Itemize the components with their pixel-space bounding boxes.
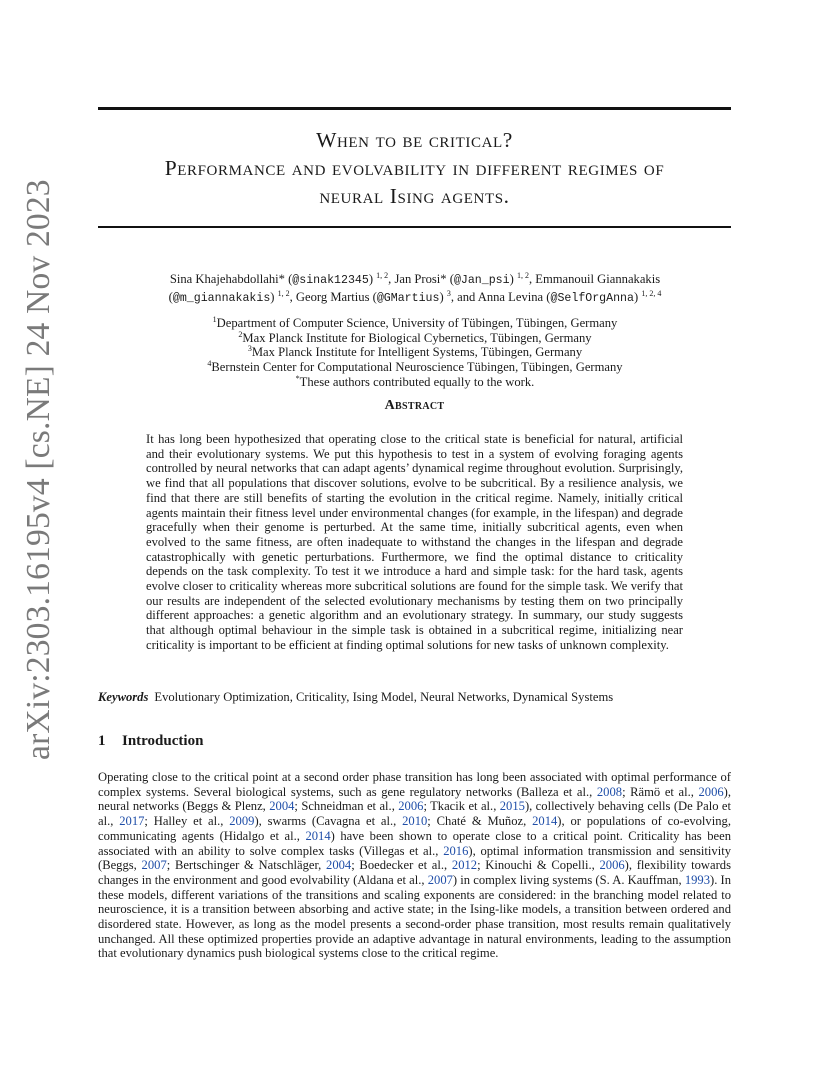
title-line-2: Performance and evolvability in different regimes of	[164, 156, 665, 180]
superscript: 3	[247, 344, 252, 354]
superscript: 1	[212, 314, 217, 324]
title-bottom-rule	[98, 226, 731, 228]
abstract-heading: Abstract	[384, 398, 445, 413]
citation-link[interactable]: 2004	[326, 858, 352, 873]
handle: @SelfOrgAnna	[550, 292, 634, 305]
paper-title	[98, 126, 731, 210]
citation-link[interactable]: 2007	[141, 858, 167, 873]
superscript: 2	[238, 329, 243, 339]
equal-contribution-note: *These authors contributed equally to the work.	[295, 373, 535, 389]
affiliation-list	[110, 316, 720, 390]
keywords-label: Keywords	[98, 690, 149, 704]
handle: @sinak12345	[292, 274, 369, 287]
affiliation-1: $^1$Department of Computer Science, University of Tübingen, Tübingen, Germany	[212, 314, 618, 330]
title-top-rule	[98, 107, 731, 110]
affiliation-4: $^4$Bernstein Center for Computational Neuroscience Tübingen, Tübingen, Germany	[207, 358, 623, 375]
keywords	[98, 690, 738, 705]
citation-link[interactable]: 2004	[269, 799, 295, 814]
citation-link[interactable]: 2007	[427, 872, 453, 887]
abstract-body	[146, 432, 683, 653]
citation-link[interactable]: 2010	[402, 814, 428, 829]
superscript: *	[295, 373, 300, 383]
keywords-text: Evolutionary Optimization, Criticality, Ising Model, Neural Networks, Dynamical Systems	[154, 690, 614, 704]
citation-link[interactable]: 2014	[532, 814, 558, 829]
intro-paragraph: Operating close to the critical point at a second order phase transition has long been associated with optimal performance of complex systems. Several biological systems, such as gene regulatory networks (Balleza et al., 2008; Rämö et al., 2006), neural networks (Beggs & Plenz, 2004; Schneidman et al., 2006; Tkacik et al., 2015), collectively behaving cells (De Palo et al., 2017; Halley et al., 2009), swarms (Cavagna et al., 2010; Chaté & Muñoz, 2014), or populations of co-evolving, communicating agents (Hidalgo et al., 2014) have been shown to operate close to a critical point. Criticality has been associated with an ability to solve complex tasks (Villegas et al., 2016), optimal information transmission and sensitivity (Beggs, 2007; Bertschinger & Natschläger, 2004; Boedecker et al., 2012; Kinouchi & Copelli., 2006), flexibility towards changes in the environment and good evolvability (Aldana et al., 2007) in complex living systems (S. A. Kauffman, 1993). In these models, different variations of the transitions and scaling exponents are considered: in the branching model related to neuroscience, it is a transition between absorbing and active state; in the Ising-like models, a transition between ordered and disordered state. However, as long as the model presents a second-order phase transition, most results remain qualitatively unchanged. All these optimized properties provide an adaptive advantage in natural environments, leading to the assumption that evolutionary dynamics push biological systems close to the critical regime.	[98, 770, 732, 961]
author-line-1: Sina Khajehabdollahi* (@sinak12345) $^{1, 2}$, Jan Prosi* (@Jan_psi) $^{1, 2}$, Emmanouil Giannakakis	[169, 270, 661, 287]
section-number: 1	[98, 733, 106, 749]
superscript: 4	[207, 358, 212, 368]
citation-link[interactable]: 2006	[698, 784, 724, 799]
citation-link[interactable]: 2009	[229, 814, 255, 829]
affiliation-3: $^3$Max Planck Institute for Intelligent Systems, Tübingen, Germany	[247, 344, 583, 360]
citation-link[interactable]: 2008	[596, 784, 623, 799]
section-title: Introduction	[122, 733, 204, 749]
citation-link[interactable]: 2016	[443, 843, 469, 858]
citation-link[interactable]: 2017	[119, 814, 145, 829]
superscript: 1, 2, 4	[641, 288, 662, 298]
title-line-1: When to be critical?	[316, 128, 513, 152]
affiliation-2: $^2$Max Planck Institute for Biological Cybernetics, Tübingen, Germany	[238, 329, 592, 345]
handle: @Jan_psi	[453, 274, 510, 287]
superscript: 1, 2	[516, 270, 529, 280]
arxiv-identifier: arXiv:2303.16195v4 [cs.NE] 24 Nov 2023	[20, 179, 57, 760]
citation-link[interactable]: 2014	[305, 828, 331, 843]
citation-link[interactable]: 2012	[451, 858, 478, 873]
handle: @GMartius	[376, 292, 440, 305]
citation-link[interactable]: 2006	[599, 858, 625, 873]
introduction-body	[98, 770, 731, 961]
superscript: 3	[446, 288, 451, 298]
author-line-2: (@m_giannakakis) $^{1, 2}$, Georg Martius (@GMartius) $^3$, and Anna Levina (@SelfOrgAnna) $^{1, 2, 4}$	[168, 288, 662, 305]
superscript: 1, 2	[277, 288, 290, 298]
citation-link[interactable]: 2015	[499, 799, 525, 814]
author-list	[110, 271, 720, 307]
superscript: 1, 2	[376, 270, 389, 280]
abstract-paragraph: It has long been hypothesized that operating close to the critical state is beneficial for natural, artificial and their evolutionary systems. We put this hypothesis to test in a system of evolving foraging agents controlled by neural networks that can adapt agents’ dynamical regime throughout evolution. Surprisingly, we find that all populations that discover solutions, evolve to be subcritical. By a resilience analysis, we find that there are still benefits of starting the evolution in the critical regime. Namely, initially critical agents maintain their fitness level under environmental changes (for example, in the lifespan) and degrade gracefully when their genome is perturbed. At the same time, initially subcritical agents, even when evolved to the same fitness, are often inadequate to withstand the changes in the lifespan and degrade catastrophically with genetic perturbations. Furthermore, we find the optimal distance to criticality depends on the task complexity. To test it we introduce a hard and simple task: for the hard task, agents evolve closer to criticality whereas more subcritical solutions are found for the simple task. We verify that our results are independent of the selected evolutionary mechanisms by testing them on two principally different approaches: a genetic algorithm and an evolutionary strategy. In summary, our study suggests that although optimal behaviour in the simple task is obtained in a subcritical regime, initializing near criticality is important to be efficient at finding optimal solutions for new tasks of unknown complexity.	[146, 432, 683, 652]
section-heading-introduction	[98, 733, 203, 750]
citation-link[interactable]: 1993	[684, 872, 710, 887]
title-line-3: neural Ising agents.	[319, 184, 510, 208]
handle: @m_giannakakis	[172, 292, 271, 305]
citation-link[interactable]: 2006	[398, 799, 424, 814]
